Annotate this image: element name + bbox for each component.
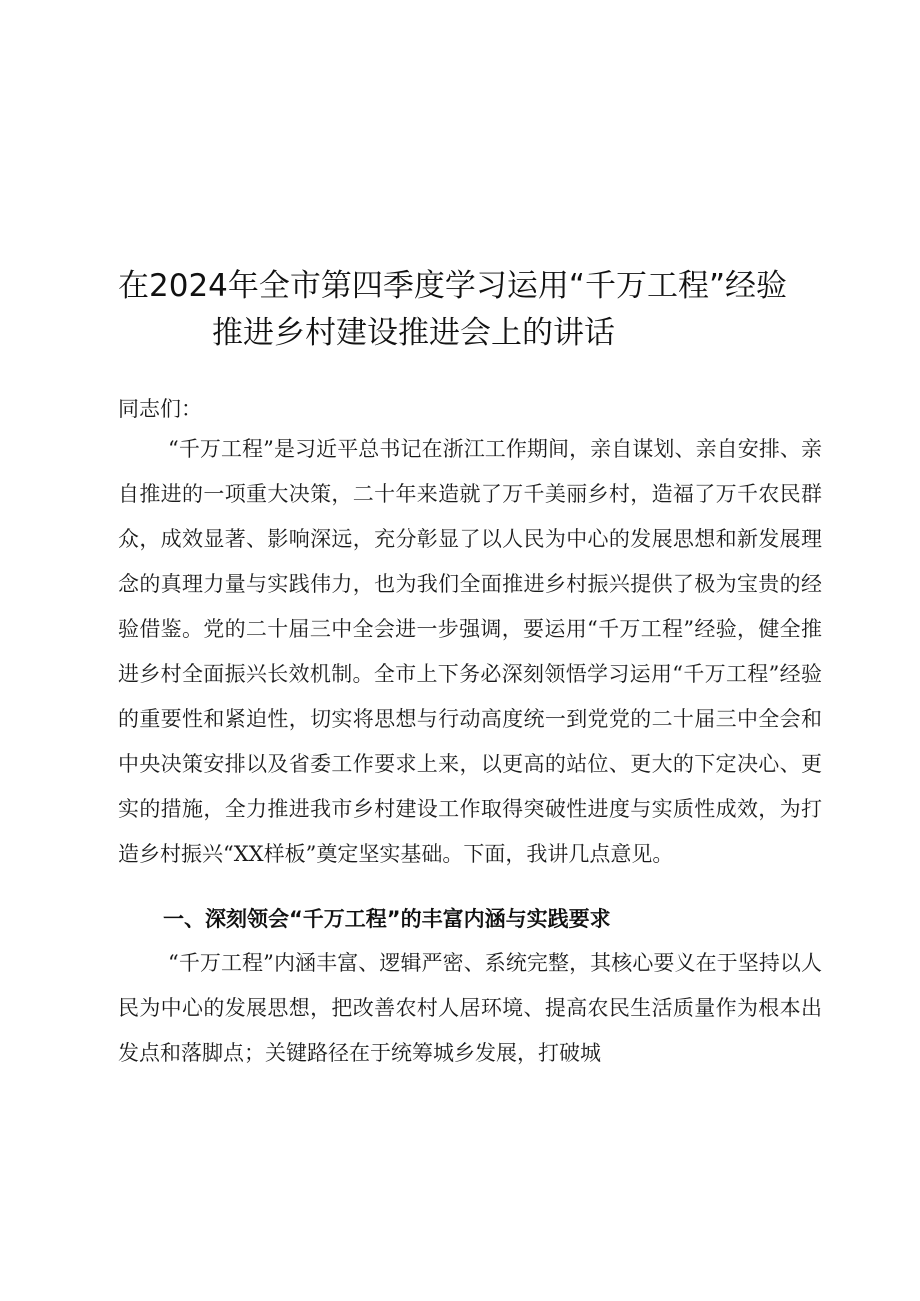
document-title-line-2: 推进乡村建设推进会上的讲话 <box>212 315 615 351</box>
document-title-line-1: 在2024年全市第四季度学习运用“千万工程”经验 <box>118 268 788 304</box>
paragraph-2: “千万工程”内涵丰富、逻辑严密、系统完整，其核心要义在于坚持以人民为中心的发展思想，把改善农村人居环境、提高农民生活质量作为根本出发点和落脚点；关键路径在于统筹城乡发展，打破城 <box>118 951 822 1065</box>
section-heading-1: 一、深刻领会“千万工程”的丰富内涵与实践要求 <box>163 907 611 931</box>
paragraph-1: “千万工程”是习近平总书记在浙江工作期间，亲自谋划、亲自安排、亲自推进的一项重大决策，二十年来造就了万千美丽乡村，造福了万千农民群众，成效显著、影响深远，充分彰显了以人民为中心的发展思想和新发展理念的真理力量与实践伟力，也为我们全面推进乡村振兴提供了极为宝贵的经验借鉴。党的二十届三中全会进一步强调，要运用“千万工程”经验，健全推进乡村全面振兴长效机制。全市上下务必深刻领悟学习运用“千万工程”经验的重要性和紧迫性，切实将思想与行动高度统一到党党的二十届三中全会和中央决策安排以及省委工作要求上来，以更高的站位、更大的下定决心、更实的措施，全力推进我市乡村建设工作取得突破性进度与实质性成效，为打造乡村振兴“XX样板”奠定坚实基础。下面，我讲几点意见。 <box>118 437 822 866</box>
salutation: 同志们： <box>118 397 202 421</box>
